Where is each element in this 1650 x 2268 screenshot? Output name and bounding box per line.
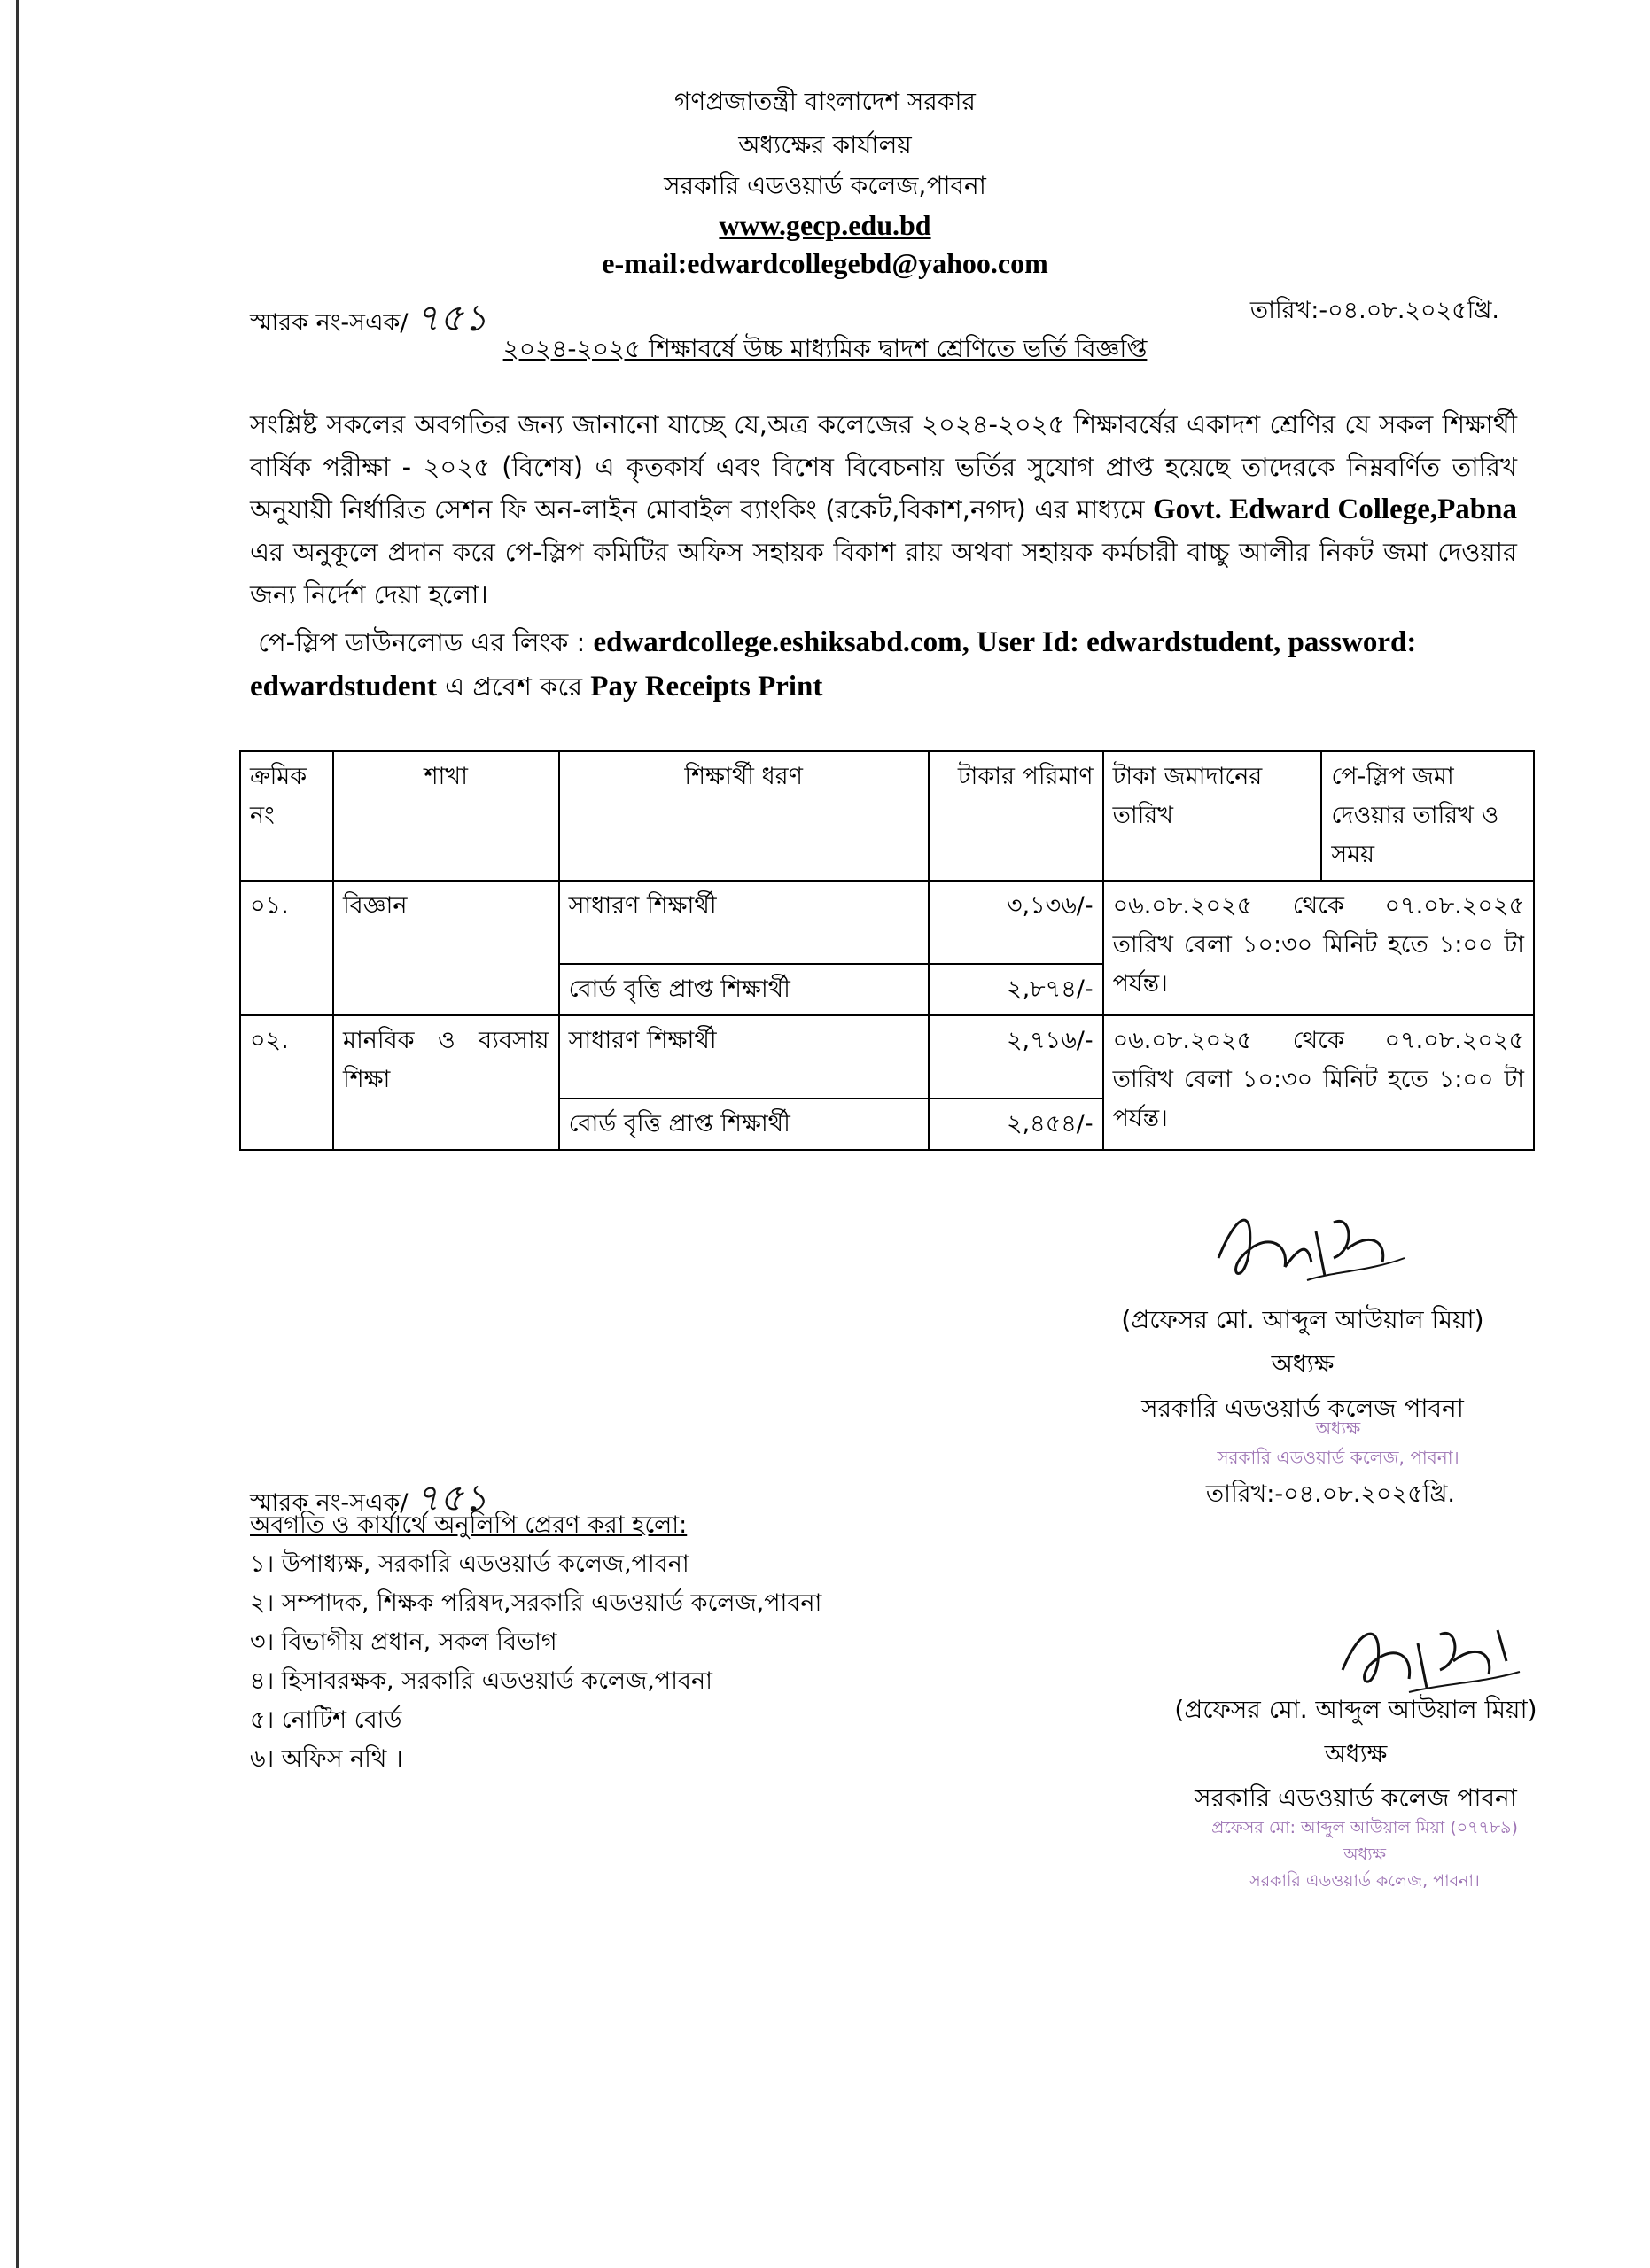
signature-name-2: (প্রফেসর মো. আব্দুল আউয়াল মিয়া) (1174, 1695, 1537, 1724)
website-link[interactable]: www.gecp.edu.bd (719, 209, 931, 241)
table-row (240, 1015, 1534, 1099)
row1-amount-general: ৩,১৩৬/- (929, 881, 1103, 964)
list-item: ২। সম্পাদক, শিক্ষক পরিষদ,সরকারি এডওয়ার্ড কলেজ,পাবনা (250, 1589, 822, 1617)
row2-amount-board: ২,৪৫৪/- (929, 1099, 1103, 1150)
list-item: ১। উপাধ্যক্ষ, সরকারি এডওয়ার্ড কলেজ,পাবনা (250, 1550, 689, 1578)
table-header-row (240, 751, 1534, 881)
list-item: ৬। অফিস নথি । (250, 1745, 403, 1773)
body-text-2: এর অনুকূলে প্রদান করে পে-স্লিপ কমিটির অফিস সহায়ক বিকাশ রায় অথবা সহায়ক কর্মচারী বাচ্চু আলীর নিকট জমা দেওয়ার জন্য নির্দেশ দেয়া হলো। (250, 537, 1517, 610)
memo-handwritten-number: ৭৫১ (415, 296, 488, 339)
copy-intro: অবগতি ও কার্যার্থে অনুলিপি প্রেরণ করা হলো: (250, 1511, 688, 1539)
row1-schedule: ০৬.০৮.২০২৫ থেকে ০৭.০৮.২০২৫ তারিখ বেলা ১০:৩০ মিনিট হতে ১:০০ টা পর্যন্ত। (1103, 881, 1534, 1015)
memo-date: তারিখ:-০৪.০৮.২০২৫খ্রি. (1249, 297, 1499, 324)
row1-type-general: সাধারণ শিক্ষার্থী (559, 881, 929, 964)
body-text-1: সংশ্লিষ্ট সকলের অবগতির জন্য জানানো যাচ্ছে যে,অত্র কলেজের ২০২৪-২০২৫ শিক্ষাবর্ষের একাদশ শ্রেণির যে সকল শিক্ষার্থী বার্ষিক পরীক্ষা - ২০২৫ (বিশেষ) এ কৃতকার্য এবং বিশেষ বিবেচনায় ভর্তির সুযোগ প্রাপ্ত হয়েছে তাদেরকে নিম্নবর্ণিত তারিখ অনুযায়ী নির্ধারিত সেশন ফি অন-লাইন মোবাইল ব্যাংকিং (রকেট,বিকাশ,নগদ) এর মাধ্যমে (250, 409, 1517, 524)
stamp-org-2: সরকারি এডওয়ার্ড কলেজ, পাবনা। (1249, 1871, 1480, 1891)
signature-name-1: (প্রফেসর মো. আব্দুল আউয়াল মিয়া) (1121, 1305, 1484, 1334)
list-item: ৩। বিভাগীয় প্রধান, সকল বিভাগ (250, 1628, 557, 1656)
copy-distribution-list (250, 1506, 821, 1779)
signature-title-2: অধ্যক্ষ (1324, 1739, 1388, 1768)
college-account-name: Govt. Edward College,Pabna (1152, 493, 1517, 525)
principal-signature-1 (1201, 1196, 1431, 1302)
row2-schedule: ০৬.০৮.২০২৫ থেকে ০৭.০৮.২০২৫ তারিখ বেলা ১০:৩০ মিনিট হতে ১:০০ টা পর্যন্ত। (1103, 1015, 1534, 1150)
table-row (240, 881, 1534, 964)
seal-stamp-2 (1179, 1814, 1551, 1894)
row2-type-board: বোর্ড বৃত্তি প্রাপ্ত শিক্ষার্থী (559, 1099, 929, 1150)
pay-receipts-print: Pay Receipts Print (590, 671, 823, 703)
header-payslip-date: পে-স্লিপ জমা দেওয়ার তারিখ ও সময় (1321, 751, 1534, 881)
memo-label: স্মারক নং-সএক/ (250, 309, 409, 337)
header-branch: শাখা (333, 751, 559, 881)
payslip-instructions (250, 620, 1526, 709)
signature-org-1: সরকারি এডওয়ার্ড কলেজ পাবনা (1141, 1394, 1464, 1423)
payslip-link[interactable]: edwardcollege.eshiksabd.com, User Id: edwardstudent, password: edwardstudent (250, 626, 1417, 703)
row1-type-board: বোর্ড বৃত্তি প্রাপ্ত শিক্ষার্থী (559, 964, 929, 1015)
stamp-org-1: সরকারি এডওয়ার্ড কলেজ, পাবনা। (1217, 1447, 1459, 1468)
list-item: ৫। নোটিশ বোর্ড (250, 1706, 402, 1734)
stamp-title-2: অধ্যক্ষ (1343, 1845, 1386, 1864)
college-header: সরকারি এডওয়ার্ড কলেজ,পাবনা (664, 171, 986, 200)
office-header: অধ্যক্ষের কার্যালয় (738, 130, 912, 159)
copy-memo-date: তারিখ:-০৪.০৮.২০২৫খ্রি. (1205, 1480, 1455, 1508)
row2-serial: ০২. (240, 1015, 333, 1150)
notice-body (250, 403, 1517, 616)
copy-memo-label: স্মারক নং-সএক/ (250, 1489, 409, 1517)
row2-amount-general: ২,৭১৬/- (929, 1015, 1103, 1099)
notice-title: ২০২৪-২০২৫ শিক্ষাবর্ষে উচ্চ মাধ্যমিক দ্বাদশ শ্রেণিতে ভর্তি বিজ্ঞপ্তি (502, 334, 1148, 363)
email-line: e-mail:edwardcollegebd@yahoo.com (602, 247, 1048, 279)
header-student-type: শিক্ষার্থী ধরণ (559, 751, 929, 881)
row1-serial: ০১. (240, 881, 333, 1015)
row2-type-general: সাধারণ শিক্ষার্থী (559, 1015, 929, 1099)
row1-branch: বিজ্ঞান (333, 881, 559, 1015)
gov-header: গণপ্রজাতন্ত্রী বাংলাদেশ সরকার (674, 87, 976, 116)
stamp-name-2: প্রফেসর মো: আব্দুল আউয়াল মিয়া (০৭৭৮৯) (1211, 1818, 1518, 1837)
fee-table (239, 750, 1535, 1151)
seal-stamp-1 (1152, 1416, 1524, 1474)
row1-amount-board: ২,৮৭৪/- (929, 964, 1103, 1015)
payslip-link-label: পে-স্লিপ ডাউনলোড এর লিংক : (258, 627, 586, 657)
payslip-enter-text: এ প্রবেশ করে (445, 672, 583, 702)
copy-memo-handwritten-number: ৭৫১ (415, 1476, 488, 1519)
header-deposit-date: টাকা জমাদানের তারিখ (1103, 751, 1322, 881)
header-serial: ক্রমিক নং (240, 751, 333, 881)
signature-org-2: সরকারি এডওয়ার্ড কলেজ পাবনা (1195, 1783, 1517, 1813)
list-item: ৪। হিসাবরক্ষক, সরকারি এডওয়ার্ড কলেজ,পাবনা (250, 1667, 712, 1695)
signature-title-1: অধ্যক্ষ (1271, 1349, 1335, 1379)
row2-branch: মানবিক ও ব্যবসায় শিক্ষা (333, 1015, 559, 1150)
stamp-title-1: অধ্যক্ষ (1315, 1418, 1361, 1439)
header-amount: টাকার পরিমাণ (929, 751, 1103, 881)
